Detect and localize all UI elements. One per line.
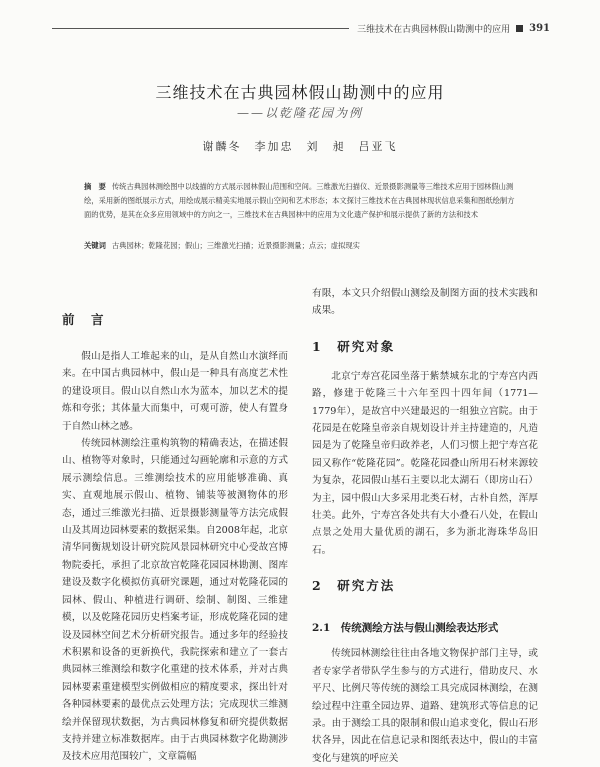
section-heading-2: 2 研究方法 — [312, 578, 396, 594]
keywords — [84, 240, 520, 252]
right-column — [312, 285, 538, 767]
abstract-label: 摘 要 — [84, 182, 106, 191]
paragraph: 传统园林测绘注重构筑物的精确表达，在描述假山、植物等对象时，只能通过勾画轮廓和示意的方式展示测绘信息。三维测绘技术的应用能够准确、真实、直观地展示假山、植物、铺装等被测物体的形态，通过三维激光扫描、近景摄影测量等方法完成假山及其周边园林要素的数据采集。自2008年起，北京清华同衡规划设计研究院风景园林研究中心受故宫博物院委托，承担了北京故宫乾隆花园园林勘测、图库建设及数字化模拟仿真研究课题，通过对乾隆花园的园林、假山、种植进行调研、绘制、制图、三维建模，以及乾隆花园历史档案考证，形成乾隆花园的建设及园林空间艺术分析研究报告。通过多年的经验技术积累和设备的更新换代，我院探索和建立了一套古典园林三维测绘和数字化重建的技术体系，并对古典园林要素重建模型实例做相应的精度要求，探出针对各种园林要素的最优点云处理方法；完成现状三维测绘并保留现状数据，为古典园林修复和研究提供数据支持并建立标准数据库。由于古典园林数字化勘测涉及技术应用范围较广，文章篇幅 — [62, 438, 288, 763]
paragraph: 传统园林测绘往往由各地文物保护部门主导，或者专家学者带队学生参与的方式进行，借助皮尺、水平尺、比例尺等传统的测绘工具完成园林测绘，在测绘过程中注重全园边界、道路、建筑形式等信息的记录。由于测绘工具的限制和假山追求变化，假山石形状各异，因此在信息记录和图纸表达中，假山的丰富变化与建筑的呼应关 — [312, 648, 538, 764]
author-list: 谢麟冬 李加忠 刘 昶 吕亚飞 — [202, 140, 398, 153]
keywords-text: 古典园林；乾隆花园；假山；三维激光扫描；近景摄影测量；点云；虚拟现实 — [111, 241, 360, 250]
square-bullet-icon — [516, 25, 523, 32]
subsection-heading-2-1: 2.1 传统测绘方法与假山测绘表达形式 — [312, 622, 499, 635]
paragraph: 假山是指人工堆起来的山，是从自然山水演绎而来。在中国古典园林中，假山是一种具有高度艺术性的建设项目。假山以自然山水为蓝本，加以艺术的提炼和夸张；其体量大而集中，可观可游，使人有置身于自然山林之感。 — [62, 351, 288, 432]
paper-subtitle: ——以乾隆花园为例 — [236, 106, 363, 120]
paragraph-continued: 有限，本文只介绍假山测绘及制图方面的技术实践和成果。 — [312, 288, 538, 317]
page-number: 391 — [529, 22, 550, 34]
section-heading-1: 1 研究对象 — [312, 338, 396, 354]
left-column — [62, 290, 288, 766]
header-rule — [52, 28, 349, 29]
abstract — [84, 180, 520, 222]
running-title: 三维技术在古典园林假山勘测中的应用 — [357, 24, 511, 35]
section-heading-preface: 前 言 — [62, 312, 106, 327]
keywords-label: 关键词 — [84, 241, 106, 250]
abstract-text: 传统古典园林测绘图中以线描的方式展示园林假山范围和空间。三维激光扫描仪、近景摄影测量等三维技术应用于园林假山测绘，采用新的图纸展示方式，用绘成展示精美实地展示假山空间和艺术形态；本文探讨三维技术在古典园林现状信息采集和图纸绘制方面的优势，是其在众多应用领域中的方向之一，三维技术在古典园林中的应用为文化遗产保护和展示提供了新的方法和技术 — [84, 182, 515, 219]
running-header — [52, 20, 550, 36]
paragraph: 北京宁寿宫花园坐落于紫禁城东北的宁寿宫内西路，修建于乾隆三十六年至四十四年间（1771—1779年），是故宫中兴建最迟的一组独立宫院。由于花园是在乾隆皇帝亲自规划设计并主持建造的，凡造园是为了乾隆皇帝归政养老，人们习惯上把宁寿宫花园又称作“乾隆花园”。乾隆花园叠山所用石材来源较为复杂，花园假山基石主要以北太湖石（即房山石）为主，园中假山大多采用北类石材，古朴自然，浑厚壮美。此外，宁寿宫各处共有大小叠石八处，在假山点景之处用大量优质的湖石，多为浙北海珠华岛旧石。 — [312, 370, 538, 556]
paper-title: 三维技术在古典园林假山勘测中的应用 — [155, 83, 445, 102]
